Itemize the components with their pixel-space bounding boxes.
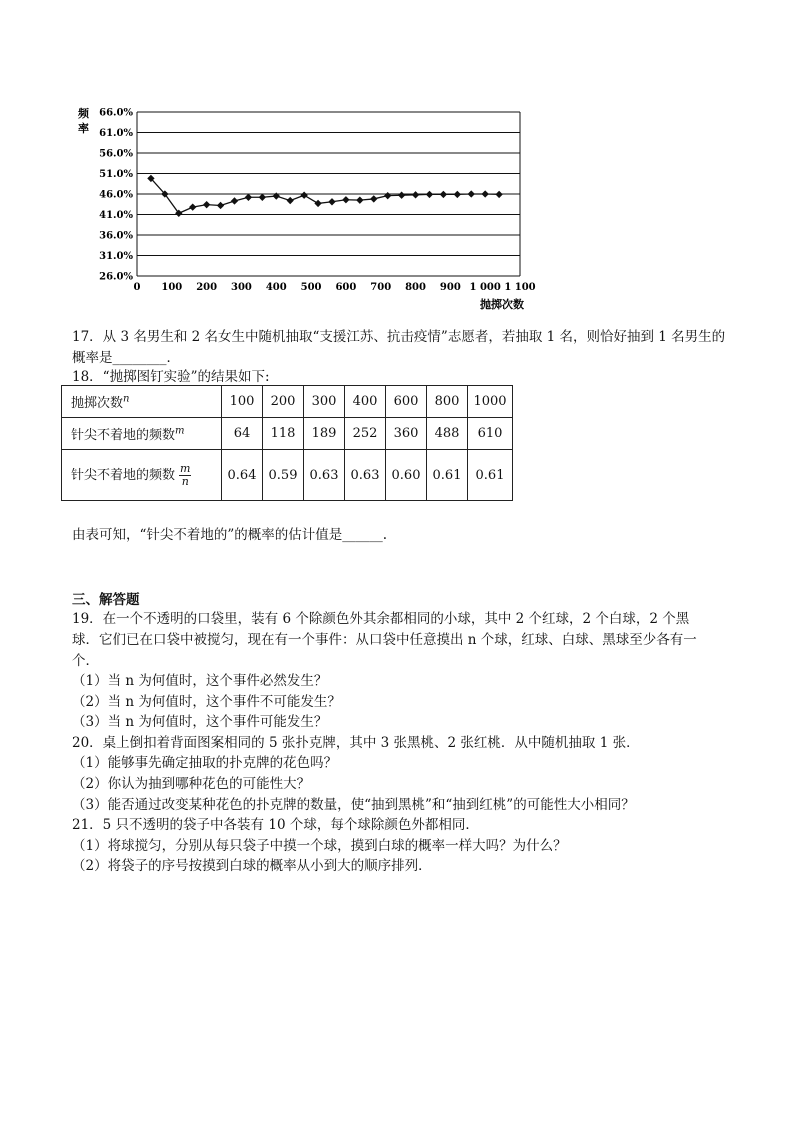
data-point [356,196,363,203]
frequency-line-chart [70,100,550,315]
data-point [287,197,294,204]
y-tick-label: 51.0% [99,169,133,180]
data-point [370,195,377,202]
data-point [300,192,307,199]
y-tick-label: 46.0% [99,189,133,201]
q18-conclusion: 由表可知，“针尖不着地的”的概率的估计值是______. [72,527,388,543]
table-cell: 100 [222,386,263,418]
data-point [231,197,238,204]
q21-line1: 21．5 只不透明的袋子中各装有 10 个球，每个球除颜色外都相同． [72,817,479,833]
table-cell: 118 [263,418,304,450]
frequency-chart [70,100,550,315]
var-n: n [123,393,130,405]
section-heading: 三、解答题 [72,592,140,608]
data-point [468,190,475,197]
table-cell: 600 [386,386,427,418]
y-tick-label: 56.0% [99,148,133,160]
y-tick-label: 26.0% [99,271,133,283]
x-tick-label: 800 [405,282,426,293]
table-row [62,418,513,450]
row-label-frequency-text: 针尖不着地的频数 [71,428,176,443]
table-cell: 0.59 [263,450,304,501]
table-cell: 400 [345,386,386,418]
table-cell: 189 [304,418,345,450]
table-cell: 0.64 [222,450,263,501]
x-tick-label: 1 100 [504,282,536,293]
table-cell: 0.60 [386,450,427,501]
x-tick-label: 1 000 [469,282,501,293]
fraction-numerator: m [180,461,191,475]
x-tick-label: 100 [161,282,183,293]
data-point [482,190,489,197]
x-tick-label: 400 [265,282,287,293]
data-point [259,194,266,201]
data-point [342,196,349,203]
q19-line2: 球．它们已在口袋中被搅匀，现在有一个事件：从口袋中任意摸出 n 个球，红球、白球、黑球至少各有一 [72,632,697,648]
data-point [189,203,196,210]
table-cell: 200 [263,386,304,418]
data-point [412,191,419,198]
data-point [440,191,447,198]
data-point [384,192,391,199]
table-cell: 0.63 [345,450,386,501]
x-axis-label: 抛掷次数 [480,298,524,311]
y-tick-label: 31.0% [99,251,133,262]
x-tick-label: 200 [196,282,218,293]
q21-sub1: （1）将球搅匀，分别从每只袋子中摸一个球，摸到白球的概率一样大吗？为什么？ [72,838,567,854]
table-cell: 488 [427,418,468,450]
fraction-denominator: n [181,474,189,488]
y-tick-label: 41.0% [99,210,133,221]
var-m: m [175,425,185,437]
y-tick-label: 36.0% [99,230,133,242]
data-point [398,192,405,199]
row-label-count-text: 抛掷次数 [71,396,124,411]
table-cell: 252 [345,418,386,450]
q18-table [61,385,513,501]
q17-line2: 概率是________． [72,350,180,366]
x-tick-label: 0 [133,282,141,293]
data-point [328,198,335,205]
data-point [217,202,224,209]
table-cell: 360 [386,418,427,450]
data-point [203,201,210,208]
x-tick-label: 300 [231,282,252,293]
q19-line1: 19．在一个不透明的口袋里，装有 6 个除颜色外其余都相同的小球，其中 2 个红球，2 个白球，2 个黑 [72,611,690,627]
q19-line3: 个． [72,653,99,669]
x-tick-label: 700 [370,282,392,293]
y-tick-label: 61.0% [99,128,133,139]
row-label-frequency [62,418,222,450]
y-tick-label: 66.0% [99,107,133,119]
table-row [62,386,513,418]
q20-sub2: （2）你认为抽到哪种花色的可能性大？ [72,776,311,792]
q20-sub1: （1）能够事先确定抽取的扑克牌的花色吗？ [72,755,338,771]
table-cell: 0.61 [468,450,513,501]
q17-line1: 17．从 3 名男生和 2 名女生中随机抽取“支援江苏、抗击疫情”志愿者，若抽取 1 名，则恰好抽到 1 名男生的 [72,329,726,345]
table-cell: 0.63 [304,450,345,501]
table-cell: 800 [427,386,468,418]
row-label-count [62,386,222,418]
data-point [273,192,280,199]
x-tick-label: 900 [439,282,461,293]
q19-sub3: （3）当 n 为何值时，这个事件可能发生？ [72,714,328,730]
x-tick-label: 600 [335,282,357,293]
x-tick-label: 500 [300,282,322,293]
data-point [426,191,433,198]
table-cell: 64 [222,418,263,450]
data-point [314,200,321,207]
q20-line1: 20．桌上倒扣着背面图案相同的 5 张扑克牌，其中 3 张黑桃、2 张红桃．从中随机抽取 1 张． [72,735,640,751]
data-point [454,191,461,198]
row-label-rate [62,450,222,501]
table-cell: 0.61 [427,450,468,501]
table-cell: 1000 [468,386,513,418]
q21-sub2: （2）将袋子的序号按摸到白球的概率从小到大的顺序排列． [72,858,432,874]
series-line [151,178,499,213]
table-cell: 610 [468,418,513,450]
row-label-rate-text: 针尖不着地的频数 [71,467,176,483]
data-point [495,191,502,198]
y-axis-label-line1: 频 [78,107,89,120]
data-point [245,194,252,201]
fraction-m-over-n [179,463,191,488]
q20-sub3: （3）能否通过改变某种花色的扑克牌的数量，使“抽到黑桃”和“抽到红桃”的可能性大小相同？ [72,797,635,813]
q18-intro: 18．“抛掷图钉实验”的结果如下: [72,369,270,385]
table-cell: 300 [304,386,345,418]
table-row [62,450,513,501]
q19-sub2: （2）当 n 为何值时，这个事件不可能发生？ [72,694,341,710]
y-axis-label-line2: 率 [78,122,89,135]
q19-sub1: （1）当 n 为何值时，这个事件必然发生？ [72,673,328,689]
